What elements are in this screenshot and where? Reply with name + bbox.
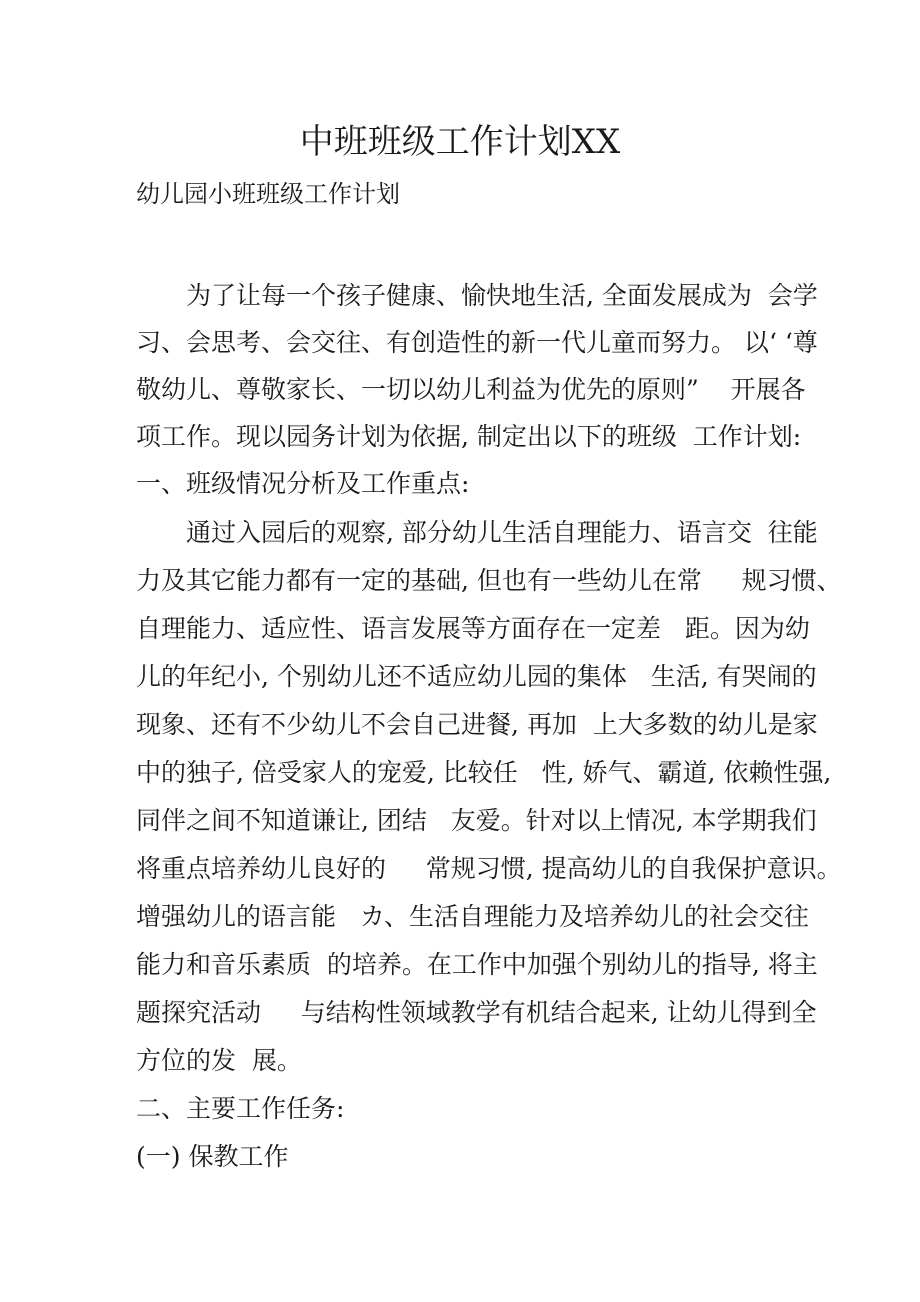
paragraph-line: 增强幼儿的语言能 カ、生活自理能力及培养幼儿的社会交往 [136, 902, 809, 931]
document-title: 中班班级工作计划XX [299, 122, 621, 162]
section-heading: 一、班级情况分析及工作重点: [136, 469, 470, 498]
section-heading: 二、主要工作任务: [136, 1094, 345, 1123]
paragraph-line: 为了让每一个孩子健康、愉快地生活, 全面发展成为 会学 [186, 281, 818, 310]
paragraph-line: 敬幼儿、尊敬家长、一切以幼儿利益为优先的原则” 开展各 [136, 375, 806, 404]
paragraph-line: 能力和音乐素质 的培养。在工作中加强个别幼儿的指导, 将主 [136, 950, 818, 979]
paragraph-line: 自理能力、适应性、语言发展等方面存在一定差 距。因为幼 [136, 614, 810, 643]
subsection-heading: (一) 保教工作 [136, 1142, 289, 1171]
paragraph-line: 题探究活动 与结构性领域教学有机结合起来, 让幼儿得到全 [136, 998, 817, 1027]
paragraph-line: 力及其它能力都有一定的基础, 但也有一些幼儿在常 规习惯、 [136, 566, 842, 595]
paragraph-line: 方位的发 展。 [136, 1046, 302, 1075]
paragraph-line: 同伴之间不知道谦让, 团结 友爱。针对以上情况, 本学期我们 [136, 806, 817, 835]
paragraph-line: 习、会思考、会交往、有创造性的新一代儿童而努力。 以‘ ‘尊 [136, 328, 818, 357]
document-subtitle: 幼儿园小班班级工作计划 [136, 180, 400, 208]
paragraph-line: 将重点培养幼儿良好的 常规习惯, 提高幼儿的自我保护意识。 [136, 854, 842, 883]
paragraph-line: 中的独子, 倍受家人的宠爱, 比较任 性, 娇气、霸道, 依赖性强, [136, 758, 832, 787]
paragraph-line: 儿的年纪小, 个别幼儿还不适应幼儿园的集体 生活, 有哭闹的 [136, 662, 817, 691]
paragraph-line: 项工作。现以园务计划为依据, 制定出以下的班级 工作计划: [136, 422, 802, 451]
paragraph-line: 通过入园后的观察, 部分幼儿生活自理能力、语言交 往能 [186, 518, 818, 547]
paragraph-line: 现象、还有不少幼儿不会自己进餐, 再加 上大多数的幼儿是家 [136, 710, 818, 739]
